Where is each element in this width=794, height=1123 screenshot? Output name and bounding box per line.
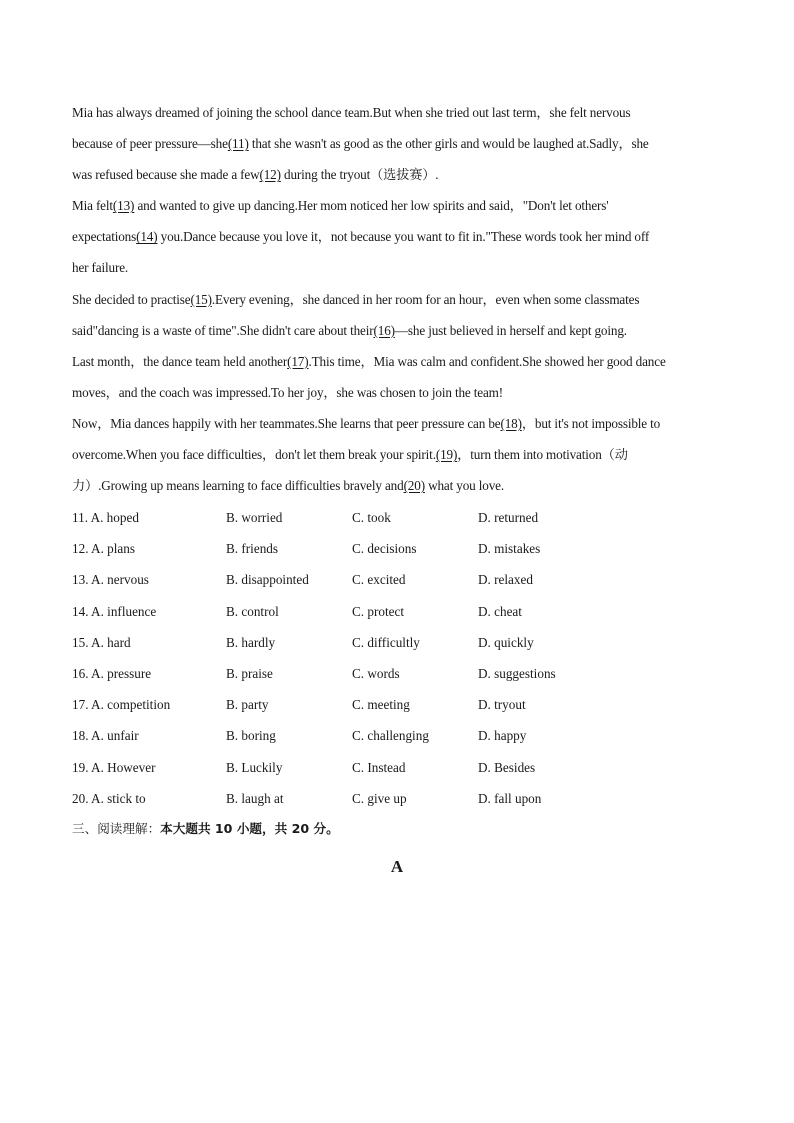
passage-text: that she wasn't as good as the other girls and would be laughed at.Sadly，she bbox=[248, 136, 649, 152]
option-a: 19. A. However bbox=[72, 759, 156, 775]
passage-text: said"dancing is a waste of time".She didn't care about their bbox=[72, 322, 374, 338]
question-row bbox=[72, 596, 727, 627]
passage-text: .Every evening，she danced in her room for an hour，even when some classmates bbox=[211, 291, 640, 307]
question-row bbox=[72, 658, 727, 689]
section-heading-detail: 本大题共 10 小题，共 20 分。 bbox=[160, 821, 339, 836]
passage-text: Now，Mia dances happily with her teammates.She learns that peer pressure can be bbox=[72, 415, 501, 431]
option-c: C. Instead bbox=[352, 759, 406, 775]
passage-text: because of peer pressure—she bbox=[72, 136, 228, 152]
option-a: 15. A. hard bbox=[72, 634, 131, 650]
option-b: B. party bbox=[226, 697, 269, 713]
passage-line bbox=[72, 97, 727, 128]
option-b: B. Luckily bbox=[226, 759, 283, 775]
passage-line bbox=[72, 252, 727, 283]
passage-text: was refused because she made a few bbox=[72, 167, 260, 183]
blank-20: (20) bbox=[403, 478, 425, 494]
option-d: D. quickly bbox=[478, 634, 534, 650]
option-a: 20. A. stick to bbox=[72, 790, 146, 806]
option-c: C. protect bbox=[352, 603, 405, 619]
passage-text: and wanted to give up dancing.Her mom noticed her low spirits and said，"Don't let others' bbox=[134, 198, 609, 214]
question-row bbox=[72, 564, 727, 595]
option-d: D. suggestions bbox=[478, 665, 556, 681]
option-b: B. control bbox=[226, 603, 279, 619]
blank-12: (12) bbox=[259, 167, 281, 183]
part-letter: A bbox=[390, 857, 404, 876]
passage-text: 力）.Growing up means learning to face difficulties bravely and bbox=[72, 478, 404, 494]
section-heading-prefix: 三、阅读理解： bbox=[72, 821, 161, 836]
option-c: C. give up bbox=[352, 790, 407, 806]
option-c: C. challenging bbox=[352, 728, 429, 744]
passage-text: She decided to practise bbox=[72, 291, 191, 307]
option-a: 14. A. influence bbox=[72, 603, 157, 619]
option-d: D. happy bbox=[478, 728, 527, 744]
blank-13: (13) bbox=[112, 198, 135, 214]
passage-line bbox=[72, 408, 727, 439]
passage-text: moves，and the coach was impressed.To her joy，she was chosen to join the team! bbox=[72, 384, 504, 400]
blank-19: (19) bbox=[435, 447, 458, 463]
question-row bbox=[72, 502, 727, 533]
option-c: C. decisions bbox=[352, 541, 417, 557]
passage-text: during the tryout（选拔赛）. bbox=[280, 167, 439, 183]
option-d: D. mistakes bbox=[478, 541, 541, 557]
option-c: C. words bbox=[352, 665, 400, 681]
section-heading bbox=[72, 815, 339, 843]
question-row bbox=[72, 533, 727, 564]
passage-line bbox=[72, 159, 727, 190]
option-a: 18. A. unfair bbox=[72, 728, 139, 744]
passage-text: —she just believed in herself and kept going. bbox=[394, 322, 627, 338]
blank-16: (16) bbox=[373, 322, 395, 338]
question-row bbox=[72, 720, 727, 751]
question-row bbox=[72, 783, 727, 814]
passage-line bbox=[72, 190, 727, 221]
blank-11: (11) bbox=[227, 136, 249, 152]
option-b: B. praise bbox=[226, 665, 273, 681]
passage-line bbox=[72, 439, 727, 470]
passage-text: Mia has always dreamed of joining the school dance team.But when she tried out last term，she felt nervous bbox=[72, 105, 631, 120]
passage-text: overcome.When you face difficulties，don't let them break your spirit. bbox=[72, 447, 436, 463]
passage-line bbox=[72, 377, 727, 408]
cloze-passage bbox=[72, 97, 727, 501]
option-a: 12. A. plans bbox=[72, 541, 136, 557]
blank-15: (15) bbox=[190, 291, 212, 307]
option-d: D. tryout bbox=[478, 697, 526, 713]
option-c: C. took bbox=[352, 510, 391, 525]
passage-line bbox=[72, 128, 727, 159]
blank-18: (18) bbox=[500, 415, 522, 431]
passage-text: you.Dance because you love it，not because you want to fit in."These words took her mind off bbox=[157, 229, 650, 245]
option-b: B. hardly bbox=[226, 634, 276, 650]
option-a: 13. A. nervous bbox=[72, 572, 149, 588]
passage-text: her failure. bbox=[72, 260, 129, 276]
option-c: C. excited bbox=[352, 572, 406, 588]
passage-line bbox=[72, 470, 727, 501]
blank-17: (17) bbox=[287, 353, 309, 369]
option-a: 11. A. hoped bbox=[72, 510, 139, 525]
option-c: C. meeting bbox=[352, 697, 410, 713]
option-b: B. friends bbox=[226, 541, 279, 557]
option-a: 16. A. pressure bbox=[72, 665, 152, 681]
option-d: D. fall upon bbox=[478, 790, 542, 806]
option-d: D. Besides bbox=[478, 759, 536, 775]
passage-line bbox=[72, 221, 727, 252]
passage-text: ，but it's not impossible to bbox=[521, 415, 661, 431]
passage-line bbox=[72, 315, 727, 346]
option-b: B. boring bbox=[226, 728, 276, 744]
option-b: B. worried bbox=[226, 510, 283, 525]
question-row bbox=[72, 752, 727, 783]
passage-text: Mia felt bbox=[72, 198, 113, 214]
option-d: D. returned bbox=[478, 510, 539, 525]
option-b: B. disappointed bbox=[226, 572, 309, 588]
blank-14: (14) bbox=[136, 229, 158, 245]
passage-text: ，turn them into motivation（动 bbox=[457, 447, 628, 463]
passage-text: what you love. bbox=[424, 478, 504, 494]
passage-line bbox=[72, 346, 727, 377]
question-row bbox=[72, 689, 727, 720]
option-c: C. difficultly bbox=[352, 634, 420, 650]
option-b: B. laugh at bbox=[226, 790, 284, 806]
passage-text: Last month，the dance team held another bbox=[72, 353, 288, 369]
passage-text: .This time，Mia was calm and confident.She showed her good dance bbox=[308, 353, 666, 369]
option-d: D. relaxed bbox=[478, 572, 533, 588]
question-options-list bbox=[72, 502, 727, 814]
option-a: 17. A. competition bbox=[72, 697, 171, 713]
passage-line bbox=[72, 284, 727, 315]
question-row bbox=[72, 627, 727, 658]
passage-text: expectations bbox=[72, 229, 137, 245]
option-d: D. cheat bbox=[478, 603, 522, 619]
